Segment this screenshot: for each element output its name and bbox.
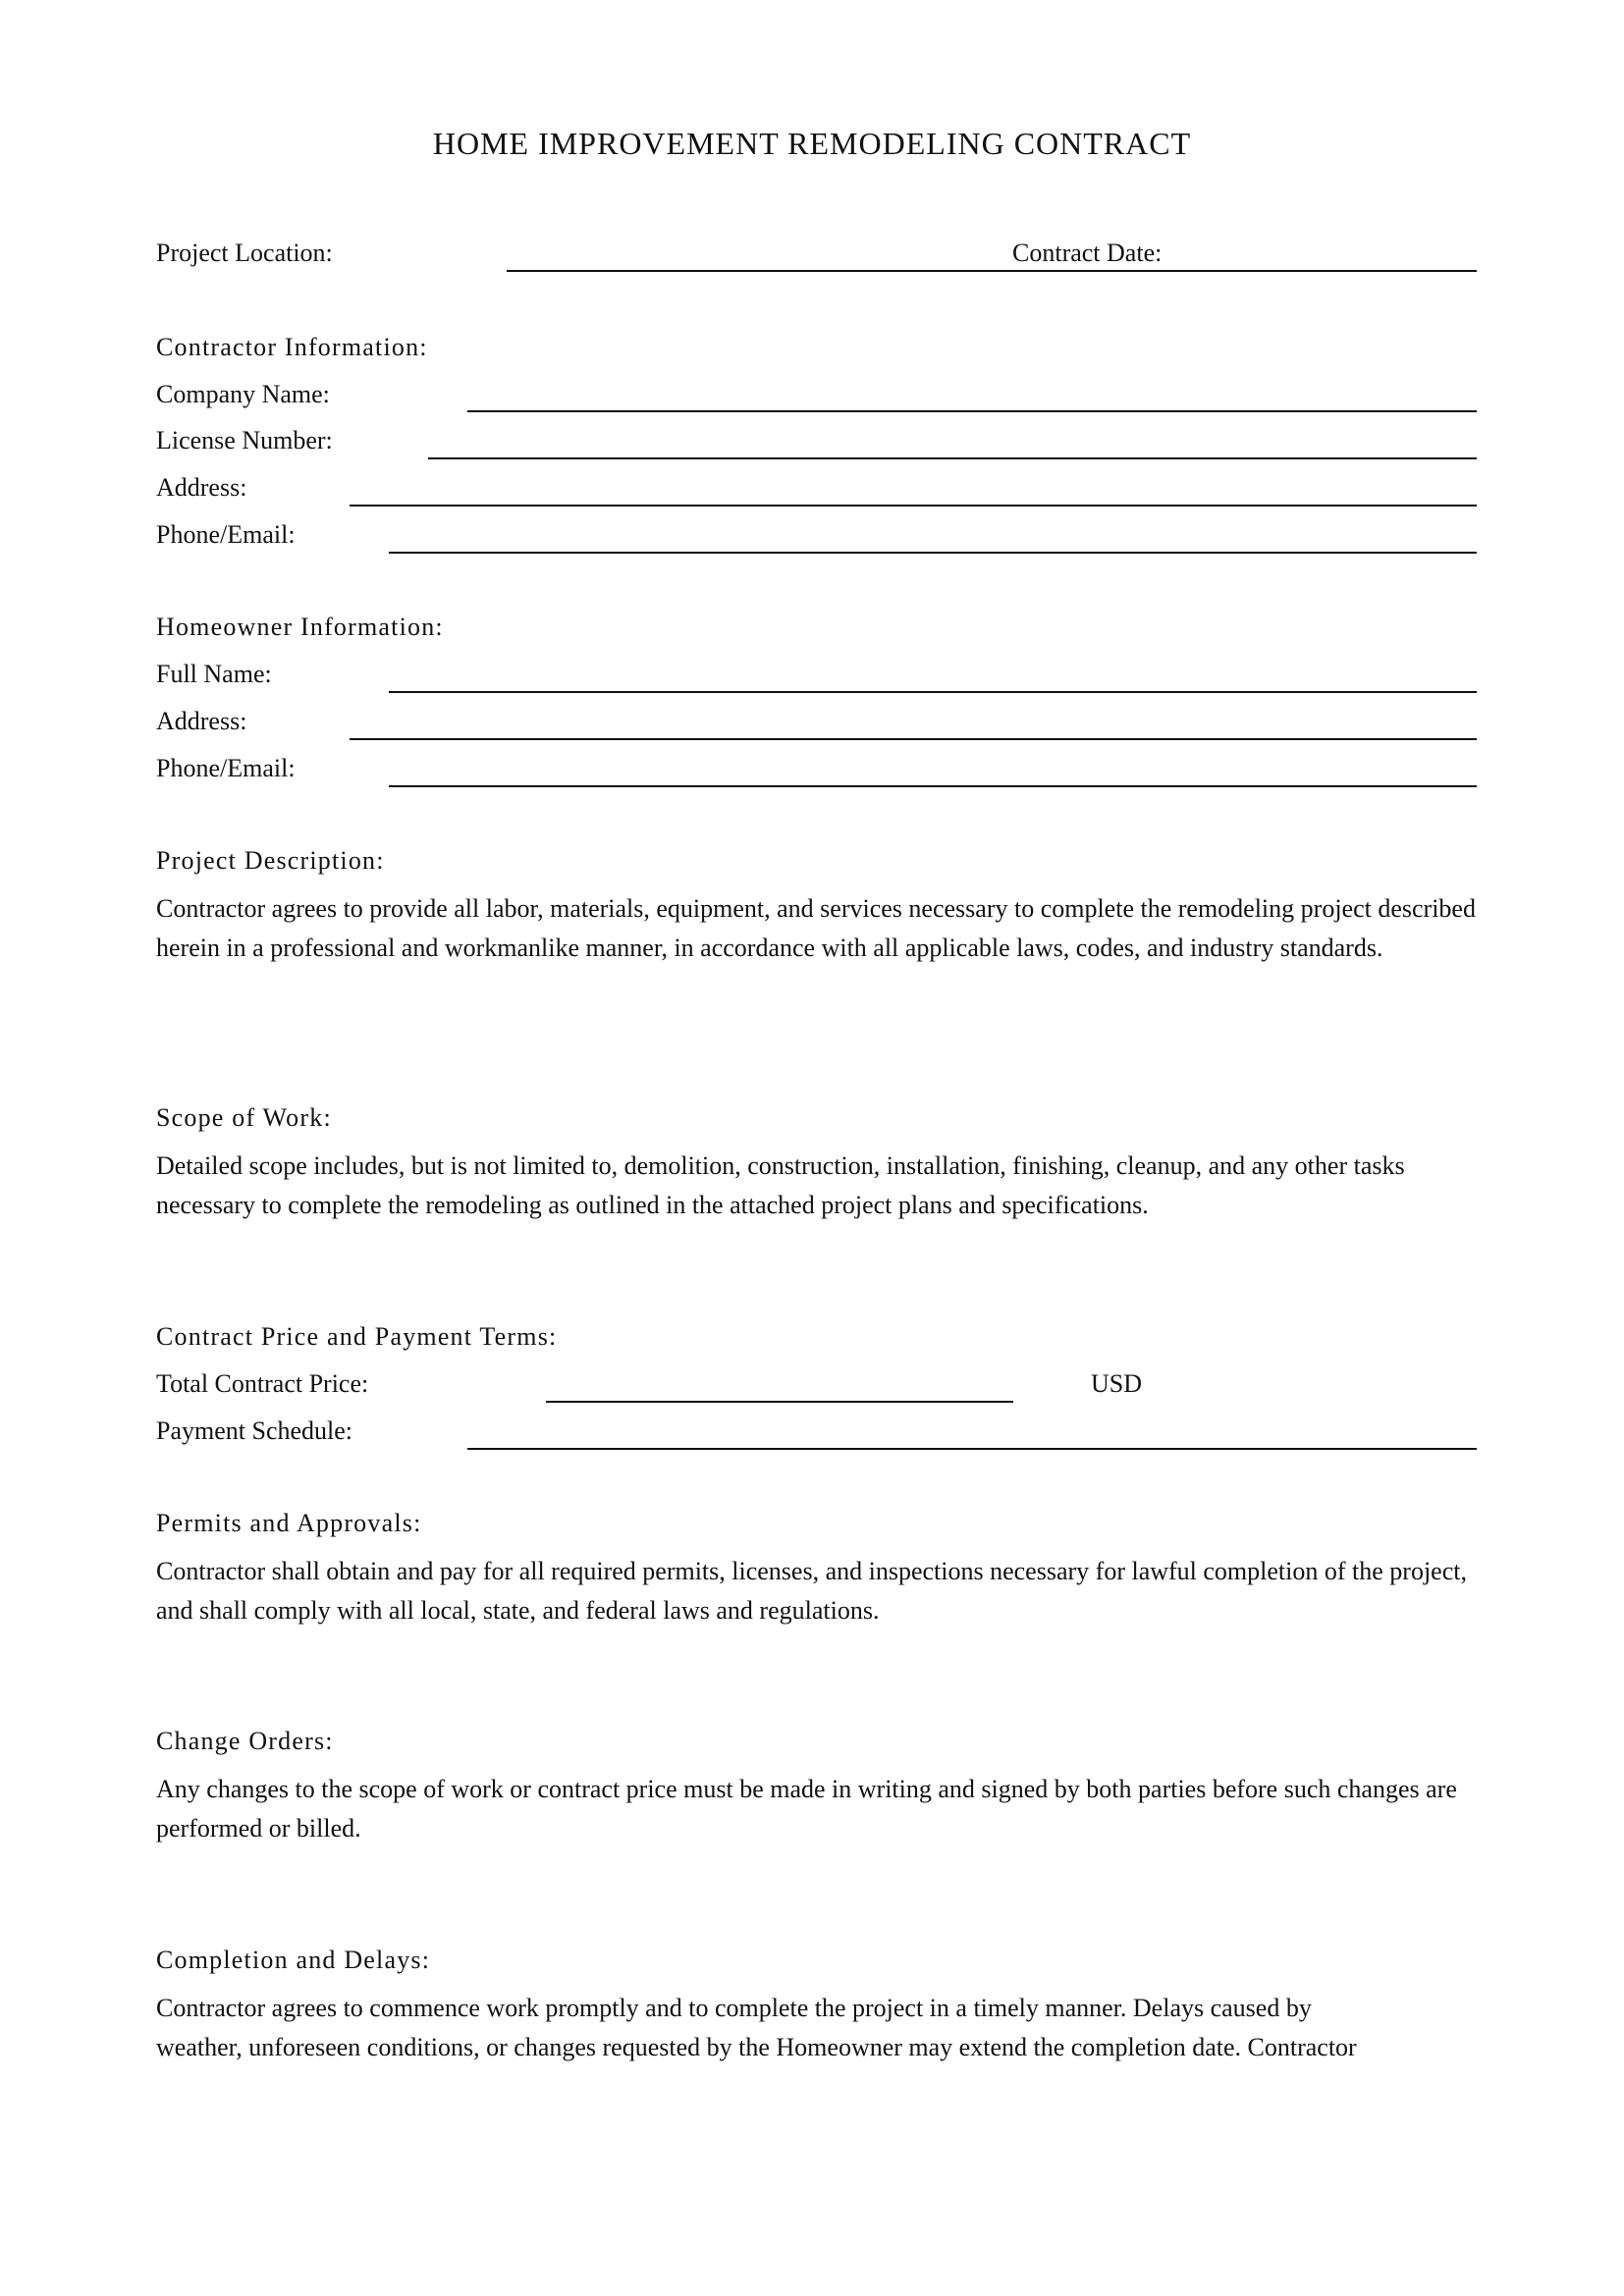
company-name-label: Company Name: <box>156 380 330 408</box>
license-number-field[interactable] <box>428 457 1477 459</box>
scope-of-work-heading: Scope of Work: <box>156 1103 332 1132</box>
project-description-heading: Project Description: <box>156 846 385 875</box>
full-name-label: Full Name: <box>156 660 272 688</box>
contract-date-label: Contract Date: <box>1012 239 1163 267</box>
company-name-field[interactable] <box>467 410 1477 412</box>
permits-heading: Permits and Approvals: <box>156 1509 422 1537</box>
change-orders-heading: Change Orders: <box>156 1727 334 1755</box>
permits-text: Contractor shall obtain and pay for all required permits, licenses, and inspections necessary for lawful completion of the project, and shall comply with all local, state, and federal laws and regulations. <box>156 1557 1467 1625</box>
completion-text-line-2: weather, unforeseen conditions, or changes requested by the Homeowner may extend the completion date. Contractor <box>156 2033 1357 2061</box>
completion-heading: Completion and Delays: <box>156 1946 431 1974</box>
homeowner-address-field[interactable] <box>350 738 1477 740</box>
scope-of-work-text: Detailed scope includes, but is not limited to, demolition, construction, installation, finishing, cleanup, and any other tasks necessary to complete the remodeling as outlined in the attached project plans and specifications. <box>156 1151 1405 1219</box>
total-contract-price-field[interactable] <box>546 1401 1013 1403</box>
homeowner-phone-email-field[interactable] <box>389 785 1477 787</box>
contractor-address-field[interactable] <box>350 505 1477 507</box>
homeowner-info-heading: Homeowner Information: <box>156 613 444 641</box>
full-name-field[interactable] <box>389 691 1477 693</box>
contractor-phone-email-label: Phone/Email: <box>156 520 296 549</box>
completion-text-line-1: Contractor agrees to commence work promptly and to complete the project in a timely manner. Delays caused by <box>156 1994 1312 2022</box>
contractor-info-heading: Contractor Information: <box>156 333 428 361</box>
homeowner-address-label: Address: <box>156 707 247 735</box>
document-title: HOME IMPROVEMENT REMODELING CONTRACT <box>432 126 1192 161</box>
contractor-address-label: Address: <box>156 473 247 502</box>
project-description-text: Contractor agrees to provide all labor, materials, equipment, and services necessary to complete the remodeling project described herein in a professional and workmanlike manner, in accordance with all applicable laws, codes, and industry standards. <box>156 894 1476 962</box>
homeowner-phone-email-label: Phone/Email: <box>156 754 296 782</box>
project-location-field[interactable] <box>507 270 1477 272</box>
payment-schedule-label: Payment Schedule: <box>156 1416 353 1445</box>
total-contract-price-label: Total Contract Price: <box>156 1369 369 1398</box>
change-orders-text: Any changes to the scope of work or contract price must be made in writing and signed by both parties before such changes are performed or billed. <box>156 1775 1457 1842</box>
payment-schedule-field[interactable] <box>467 1448 1477 1450</box>
contract-price-heading: Contract Price and Payment Terms: <box>156 1322 558 1351</box>
currency-label: USD <box>1091 1369 1143 1398</box>
project-location-label: Project Location: <box>156 239 333 267</box>
license-number-label: License Number: <box>156 426 333 454</box>
contractor-phone-email-field[interactable] <box>389 552 1477 554</box>
